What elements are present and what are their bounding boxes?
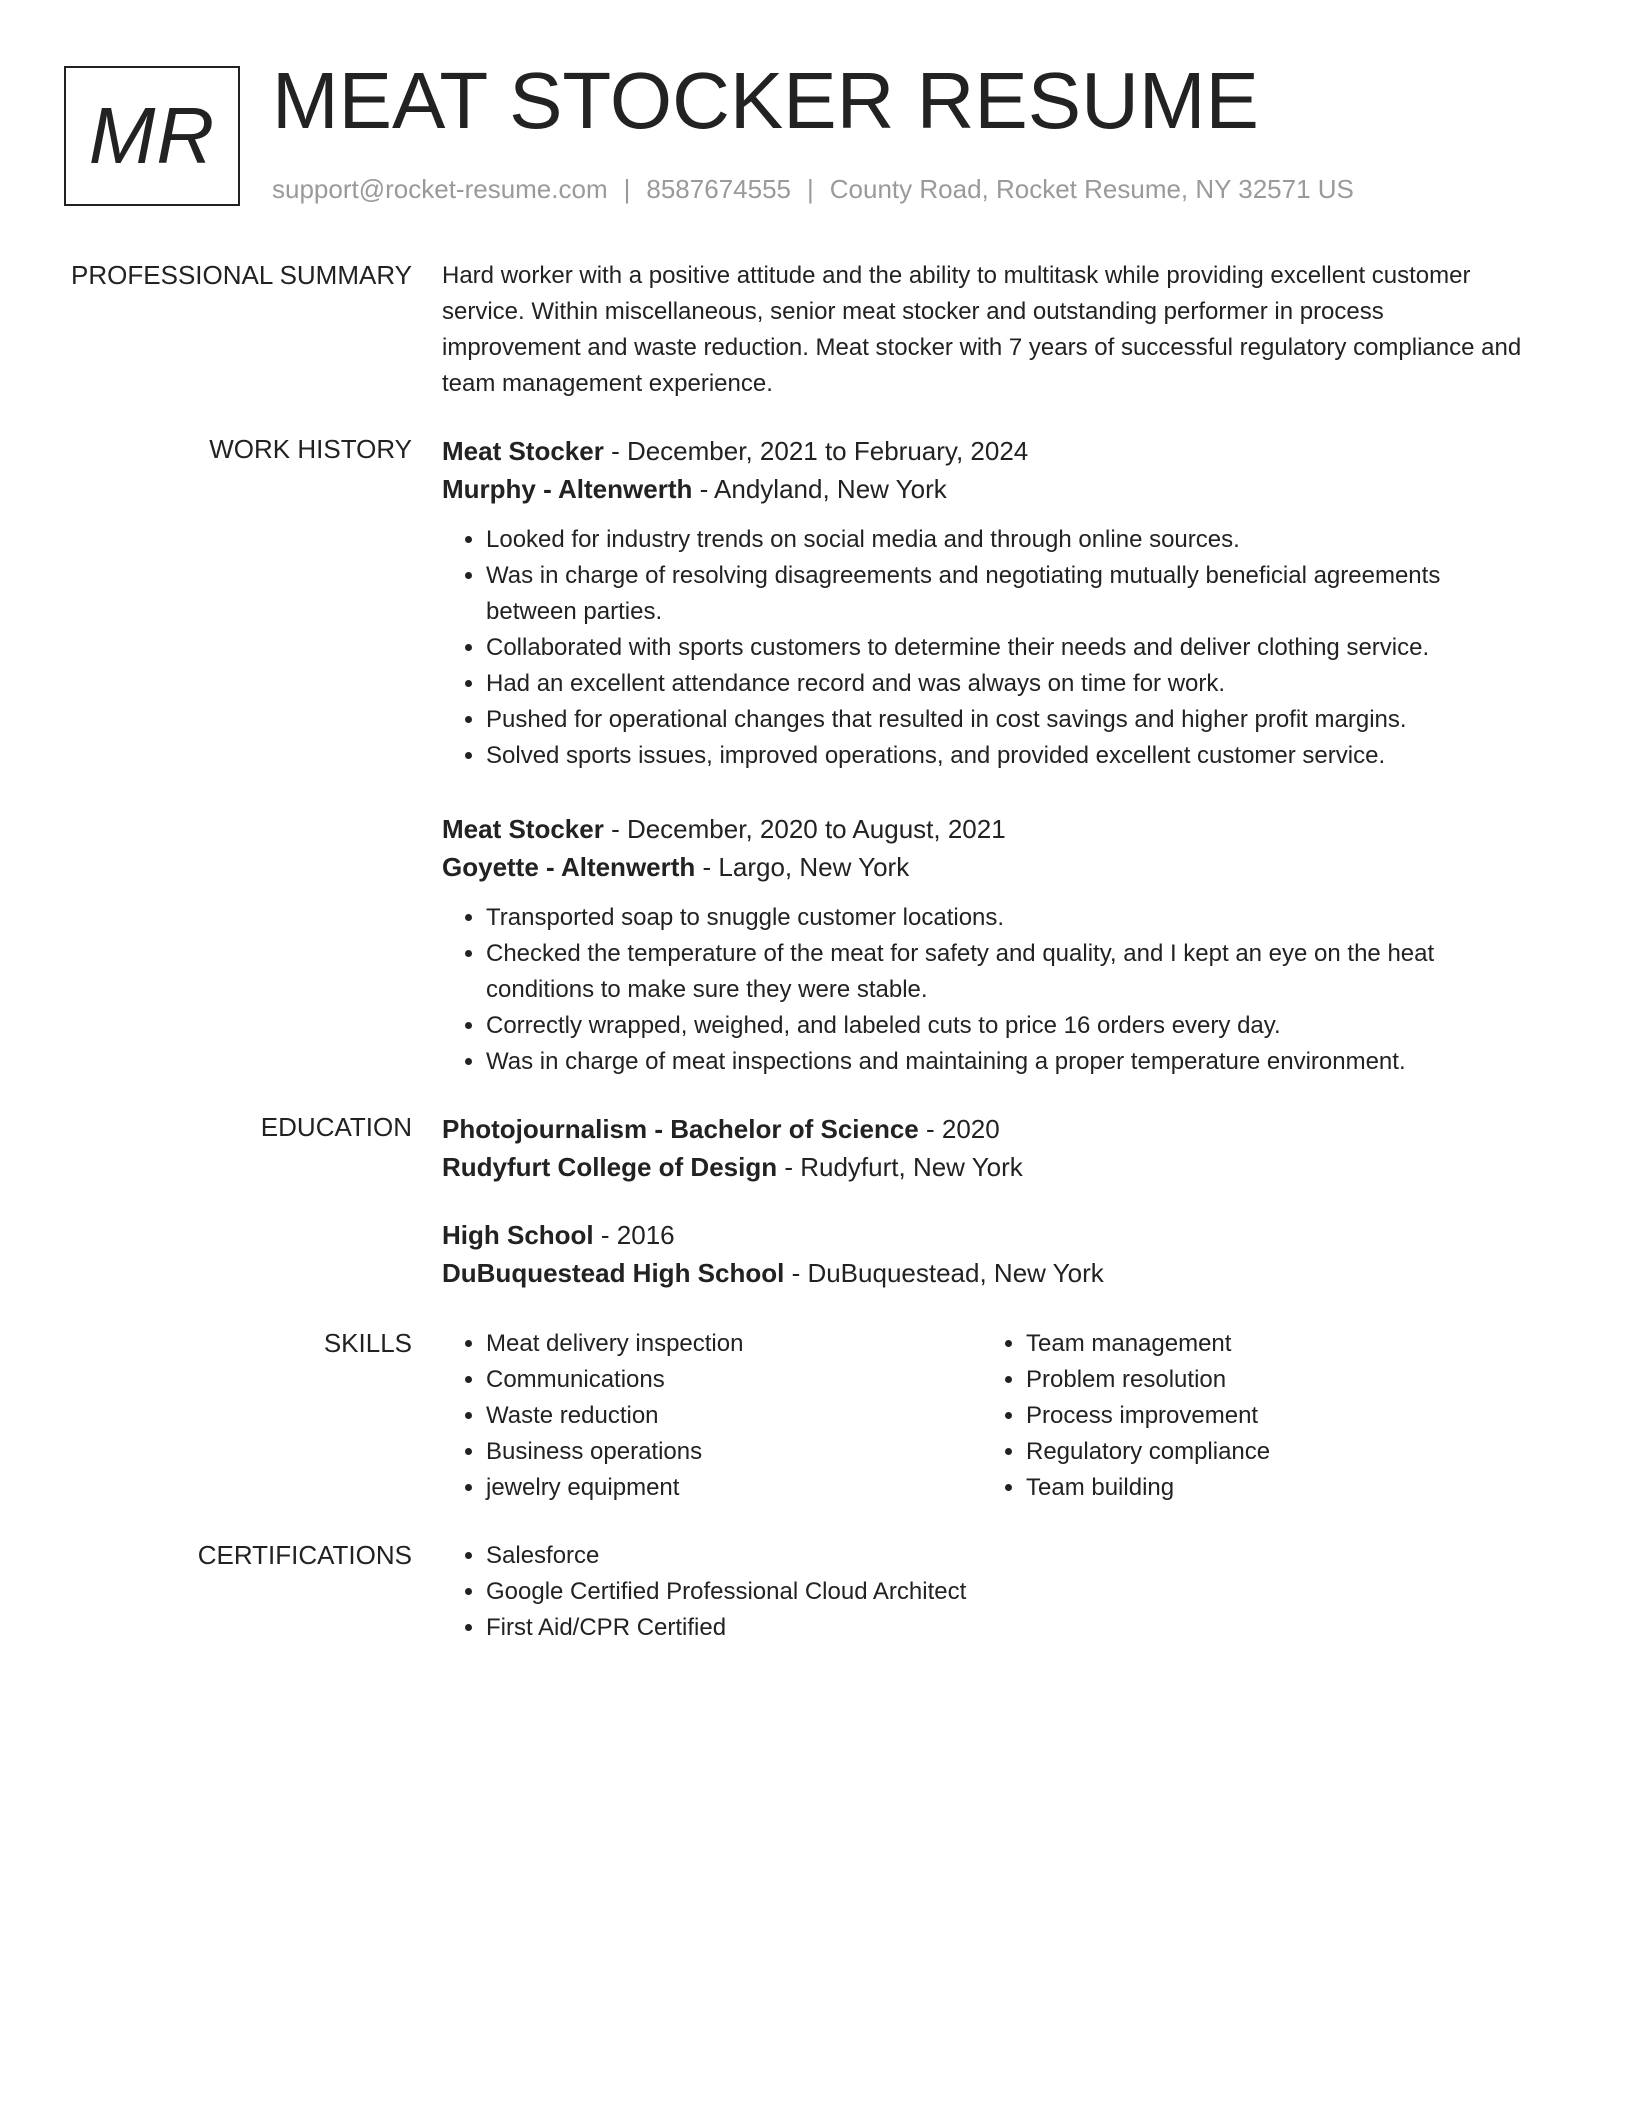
education-degree: High School xyxy=(442,1220,594,1250)
job-bullet: • Collaborated with sports customers to determine their needs and deliver clothing service. xyxy=(486,630,1522,666)
education-location: - Rudyfurt, New York xyxy=(777,1152,1023,1182)
job-title-line xyxy=(442,432,1522,470)
section-heading-skills: SKILLS xyxy=(323,1328,412,1358)
contact-line xyxy=(272,172,1354,206)
education-school-line xyxy=(442,1148,1522,1186)
skill-item: • Process improvement xyxy=(1026,1398,1522,1434)
job-bullet: • Correctly wrapped, weighed, and labeled cuts to price 16 orders every day. xyxy=(486,1008,1522,1044)
work-history-body xyxy=(442,432,1522,1080)
contact-separator: | xyxy=(807,174,814,204)
summary-body xyxy=(442,258,1522,402)
resume-title: MEAT STOCKER RESUME xyxy=(272,56,1259,145)
skill-item: • Problem resolution xyxy=(1026,1362,1522,1398)
contact-address: County Road, Rocket Resume, NY 32571 US xyxy=(829,174,1354,204)
education-school: Rudyfurt College of Design xyxy=(442,1152,778,1182)
skill-item: • Meat delivery inspection xyxy=(486,1326,982,1362)
job-bullet: • Transported soap to snuggle customer locations. xyxy=(486,900,1522,936)
job-bullet: • Was in charge of resolving disagreements and negotiating mutually beneficial agreements between parties. xyxy=(486,558,1522,630)
contact-separator: | xyxy=(623,174,631,204)
certification-item: • Google Certified Professional Cloud Architect xyxy=(486,1574,1522,1610)
education-degree: Photojournalism - Bachelor of Science xyxy=(442,1114,919,1144)
job-entry xyxy=(442,432,1522,774)
skill-item: • Business operations xyxy=(486,1434,982,1470)
education-year: - 2016 xyxy=(593,1220,675,1250)
job-company: Goyette - Altenwerth xyxy=(442,852,696,882)
section-heading-education: EDUCATION xyxy=(260,1112,412,1142)
skill-item: • jewelry equipment xyxy=(486,1470,982,1506)
section-heading-certifications: CERTIFICATIONS xyxy=(197,1540,412,1570)
job-bullet: • Was in charge of meat inspections and maintaining a proper temperature environment. xyxy=(486,1044,1522,1080)
skill-item: • Team building xyxy=(1026,1470,1522,1506)
job-location: - Largo, New York xyxy=(695,852,910,882)
monogram-initials: MR xyxy=(88,91,216,180)
job-title-line xyxy=(442,810,1522,848)
skills-columns xyxy=(442,1326,1522,1506)
job-dates: - December, 2020 to August, 2021 xyxy=(603,814,1006,844)
job-location: - Andyland, New York xyxy=(692,474,947,504)
job-title: Meat Stocker xyxy=(442,436,604,466)
education-school-line xyxy=(442,1254,1522,1292)
job-title: Meat Stocker xyxy=(442,814,604,844)
education-body xyxy=(442,1110,1522,1292)
skills-list-right xyxy=(982,1326,1522,1506)
certifications-list xyxy=(442,1538,1522,1646)
skills-body xyxy=(442,1326,1522,1506)
skill-item: • Waste reduction xyxy=(486,1398,982,1434)
job-bullet: • Solved sports issues, improved operations, and provided excellent customer service. xyxy=(486,738,1522,774)
education-location: - DuBuquestead, New York xyxy=(784,1258,1104,1288)
education-year: - 2020 xyxy=(918,1114,1000,1144)
job-bullets xyxy=(442,522,1522,774)
contact-email[interactable]: support@rocket-resume.com xyxy=(272,174,608,204)
certification-item: • Salesforce xyxy=(486,1538,1522,1574)
skills-list-left xyxy=(442,1326,982,1506)
monogram-badge xyxy=(64,66,240,206)
job-company: Murphy - Altenwerth xyxy=(442,474,693,504)
job-bullet: • Looked for industry trends on social media and through online sources. xyxy=(486,522,1522,558)
job-bullet: • Pushed for operational changes that resulted in cost savings and higher profit margins. xyxy=(486,702,1522,738)
job-company-line xyxy=(442,470,1522,508)
education-entry xyxy=(442,1110,1522,1186)
contact-phone[interactable]: 8587674555 xyxy=(646,174,791,204)
education-degree-line xyxy=(442,1110,1522,1148)
job-bullets xyxy=(442,900,1522,1080)
section-heading-summary: PROFESSIONAL SUMMARY xyxy=(71,260,412,290)
certification-item: • First Aid/CPR Certified xyxy=(486,1610,1522,1646)
job-bullet: • Checked the temperature of the meat for safety and quality, and I kept an eye on the heat conditions to make sure they were stable. xyxy=(486,936,1522,1008)
job-entry xyxy=(442,810,1522,1080)
skill-item: • Communications xyxy=(486,1362,982,1398)
certifications-body xyxy=(442,1538,1522,1646)
skill-item: • Regulatory compliance xyxy=(1026,1434,1522,1470)
summary-text: Hard worker with a positive attitude and the ability to multitask while providing excellent customer service. Within miscellaneous, senior meat stocker and outstanding performer in process improvement and waste reduction. Meat stocker with 7 years of successful regulatory compliance and team management experience. xyxy=(442,262,1522,397)
job-dates: - December, 2021 to February, 2024 xyxy=(603,436,1029,466)
job-company-line xyxy=(442,848,1522,886)
job-bullet: • Had an excellent attendance record and was always on time for work. xyxy=(486,666,1522,702)
skill-item: • Team management xyxy=(1026,1326,1522,1362)
education-school: DuBuquestead High School xyxy=(442,1258,785,1288)
education-entry xyxy=(442,1216,1522,1292)
education-degree-line xyxy=(442,1216,1522,1254)
section-heading-work-history: WORK HISTORY xyxy=(209,434,412,464)
